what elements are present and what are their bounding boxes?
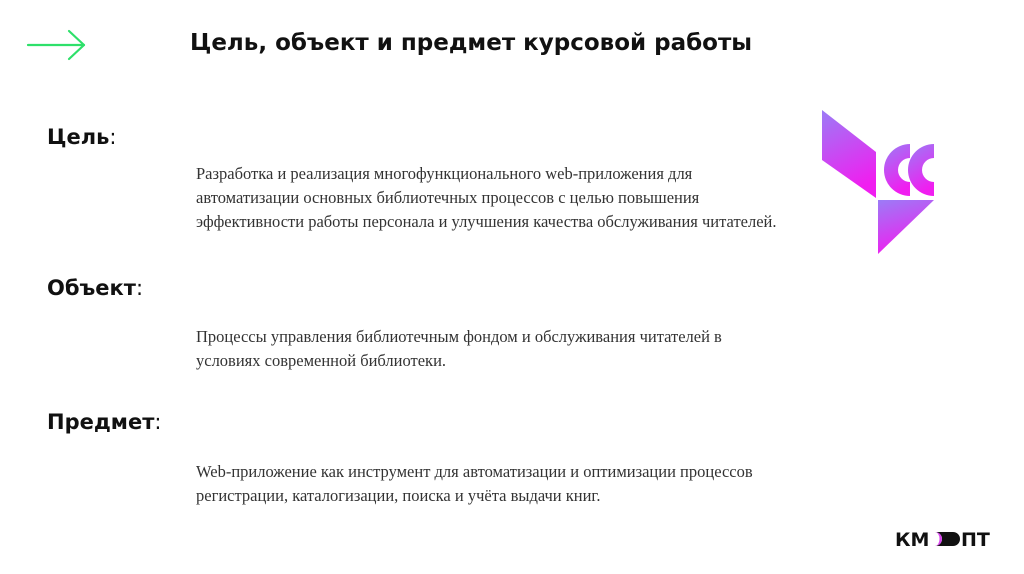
gradient-logo-icon — [818, 108, 936, 256]
page-title: Цель, объект и предмет курсовой работы — [190, 30, 753, 56]
subject-heading-colon: : — [154, 410, 162, 434]
brand-text-left: КМ — [895, 529, 930, 550]
brand-text-right: ПТ — [961, 529, 990, 550]
goal-heading-colon: : — [109, 125, 117, 149]
subject-text: Web-приложение как инструмент для автоматизации и оптимизации процессов регистрации, каталогизации, поиска и учёта выдачи книг. — [196, 462, 753, 505]
arrow-right-icon — [26, 28, 88, 62]
brand-logo — [895, 528, 997, 550]
object-heading — [47, 276, 143, 300]
object-heading-text: Объект — [47, 276, 136, 300]
goal-heading — [47, 125, 116, 149]
object-heading-colon: : — [135, 276, 144, 300]
goal-heading-text: Цель — [47, 125, 110, 149]
subject-heading-text: Предмет — [47, 410, 155, 434]
object-text: Процессы управления библиотечным фондом и обслуживания читателей в условиях современной библиотеки. — [196, 327, 722, 370]
goal-text: Разработка и реализация многофункционального web-приложения для автоматизации основных библиотечных процессов с целью повышения эффективности работы персонала и улучшения качества обслуживания читателей. — [196, 164, 777, 231]
subject-heading — [47, 410, 161, 434]
